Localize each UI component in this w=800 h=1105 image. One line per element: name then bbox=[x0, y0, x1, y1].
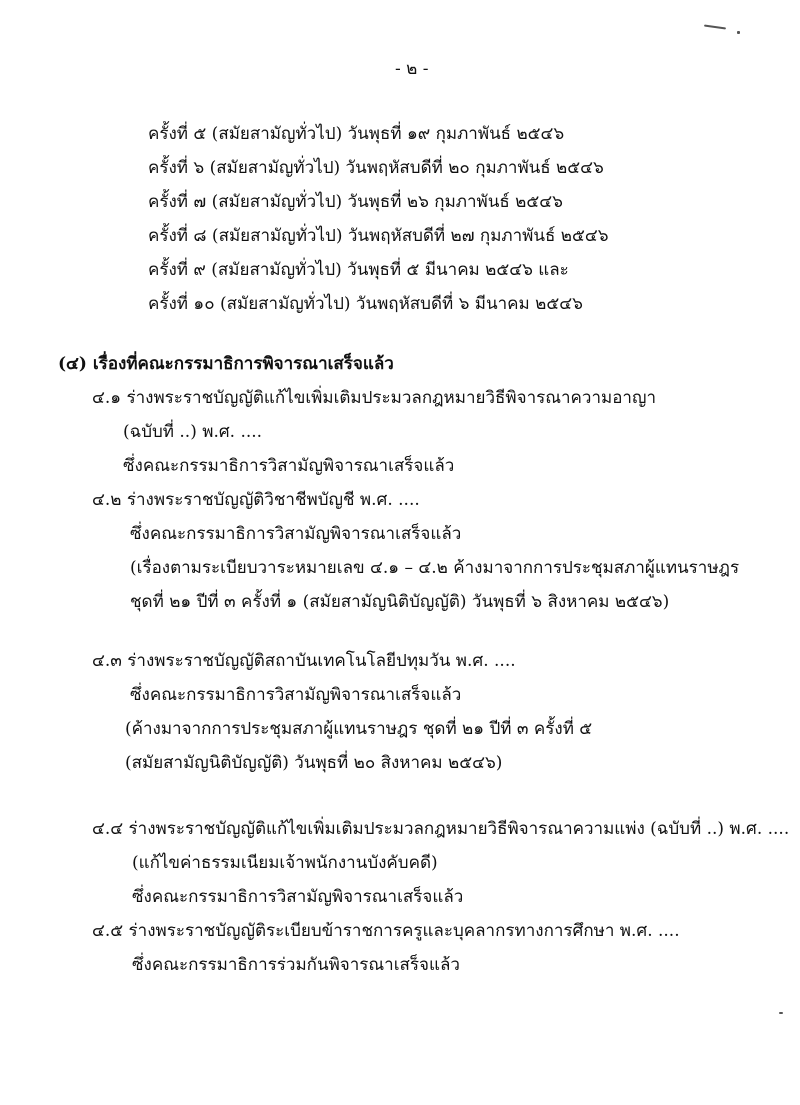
item-4-4-title: ๔.๔ ร่างพระราชบัญญัติแก้ไขเพิ่มเติมประมวลกฎหมายวิธีพิจารณาความแพ่ง (ฉบับที่ ..) พ.ศ. .... bbox=[92, 819, 790, 839]
item-4-4-subtitle: (แก้ไขค่าธรรมเนียมเจ้าพนักงานบังคับคดี) bbox=[132, 853, 438, 873]
item-4-1-edition: (ฉบับที่ ..) พ.ศ. .... bbox=[123, 422, 263, 442]
section-heading: (๔) เรื่องที่คณะกรรมาธิการพิจารณาเสร็จแล้ว bbox=[58, 354, 394, 374]
item-4-2-title: ๔.๒ ร่างพระราชบัญญัติวิชาชีพบัญชี พ.ศ. .... bbox=[92, 490, 420, 510]
item-4-5-title: ๔.๕ ร่างพระราชบัญญัติระเบียบข้าราชการครูและบุคลากรทางการศึกษา พ.ศ. .... bbox=[92, 921, 680, 941]
scan-mark bbox=[737, 31, 740, 34]
item-4-2-note-cont: ชุดที่ ๒๑ ปีที่ ๓ ครั้งที่ ๑ (สมัยสามัญนิติบัญญัติ) วันพุธที่ ๖ สิงหาคม ๒๕๔๖) bbox=[130, 592, 670, 612]
item-4-3-note: (ค้างมาจากการประชุมสภาผู้แทนราษฎร ชุดที่ ๒๑ ปีที่ ๓ ครั้งที่ ๕ bbox=[125, 719, 593, 739]
item-4-1-status: ซึ่งคณะกรรมาธิการวิสามัญพิจารณาเสร็จแล้ว bbox=[123, 456, 455, 476]
session-line: ครั้งที่ ๑๐ (สมัยสามัญทั่วไป) วันพฤหัสบดีที่ ๖ มีนาคม ๒๕๔๖ bbox=[148, 294, 583, 314]
item-4-3-title: ๔.๓ ร่างพระราชบัญญัติสถาบันเทคโนโลยีปทุมวัน พ.ศ. .... bbox=[92, 651, 516, 671]
scan-mark bbox=[704, 24, 726, 29]
item-4-3-note-cont: (สมัยสามัญนิติบัญญัติ) วันพุธที่ ๒๐ สิงหาคม ๒๕๔๖) bbox=[125, 753, 503, 773]
session-line: ครั้งที่ ๙ (สมัยสามัญทั่วไป) วันพุธที่ ๕ มีนาคม ๒๕๔๖ และ bbox=[148, 260, 569, 280]
item-4-2-note: (เรื่องตามระเบียบวาระหมายเลข ๔.๑ – ๔.๒ ค้างมาจากการประชุมสภาผู้แทนราษฎร bbox=[130, 558, 740, 578]
item-4-3-status: ซึ่งคณะกรรมาธิการวิสามัญพิจารณาเสร็จแล้ว bbox=[130, 685, 462, 705]
scan-mark bbox=[779, 1012, 783, 1014]
session-line: ครั้งที่ ๕ (สมัยสามัญทั่วไป) วันพุธที่ ๑๙ กุมภาพันธ์ ๒๕๔๖ bbox=[148, 124, 565, 144]
item-4-2-status: ซึ่งคณะกรรมาธิการวิสามัญพิจารณาเสร็จแล้ว bbox=[130, 524, 462, 544]
session-line: ครั้งที่ ๗ (สมัยสามัญทั่วไป) วันพุธที่ ๒๖ กุมภาพันธ์ ๒๕๔๖ bbox=[148, 192, 563, 212]
session-line: ครั้งที่ ๘ (สมัยสามัญทั่วไป) วันพฤหัสบดีที่ ๒๗ กุมภาพันธ์ ๒๕๔๖ bbox=[148, 226, 609, 246]
session-line: ครั้งที่ ๖ (สมัยสามัญทั่วไป) วันพฤหัสบดีที่ ๒๐ กุมภาพันธ์ ๒๕๔๖ bbox=[148, 158, 604, 178]
item-4-5-status: ซึ่งคณะกรรมาธิการร่วมกันพิจารณาเสร็จแล้ว bbox=[132, 955, 460, 975]
item-4-4-status: ซึ่งคณะกรรมาธิการวิสามัญพิจารณาเสร็จแล้ว bbox=[132, 887, 464, 907]
item-4-1-title: ๔.๑ ร่างพระราชบัญญัติแก้ไขเพิ่มเติมประมวลกฎหมายวิธีพิจารณาความอาญา bbox=[92, 388, 657, 408]
page-number: - ๒ - bbox=[395, 59, 429, 79]
